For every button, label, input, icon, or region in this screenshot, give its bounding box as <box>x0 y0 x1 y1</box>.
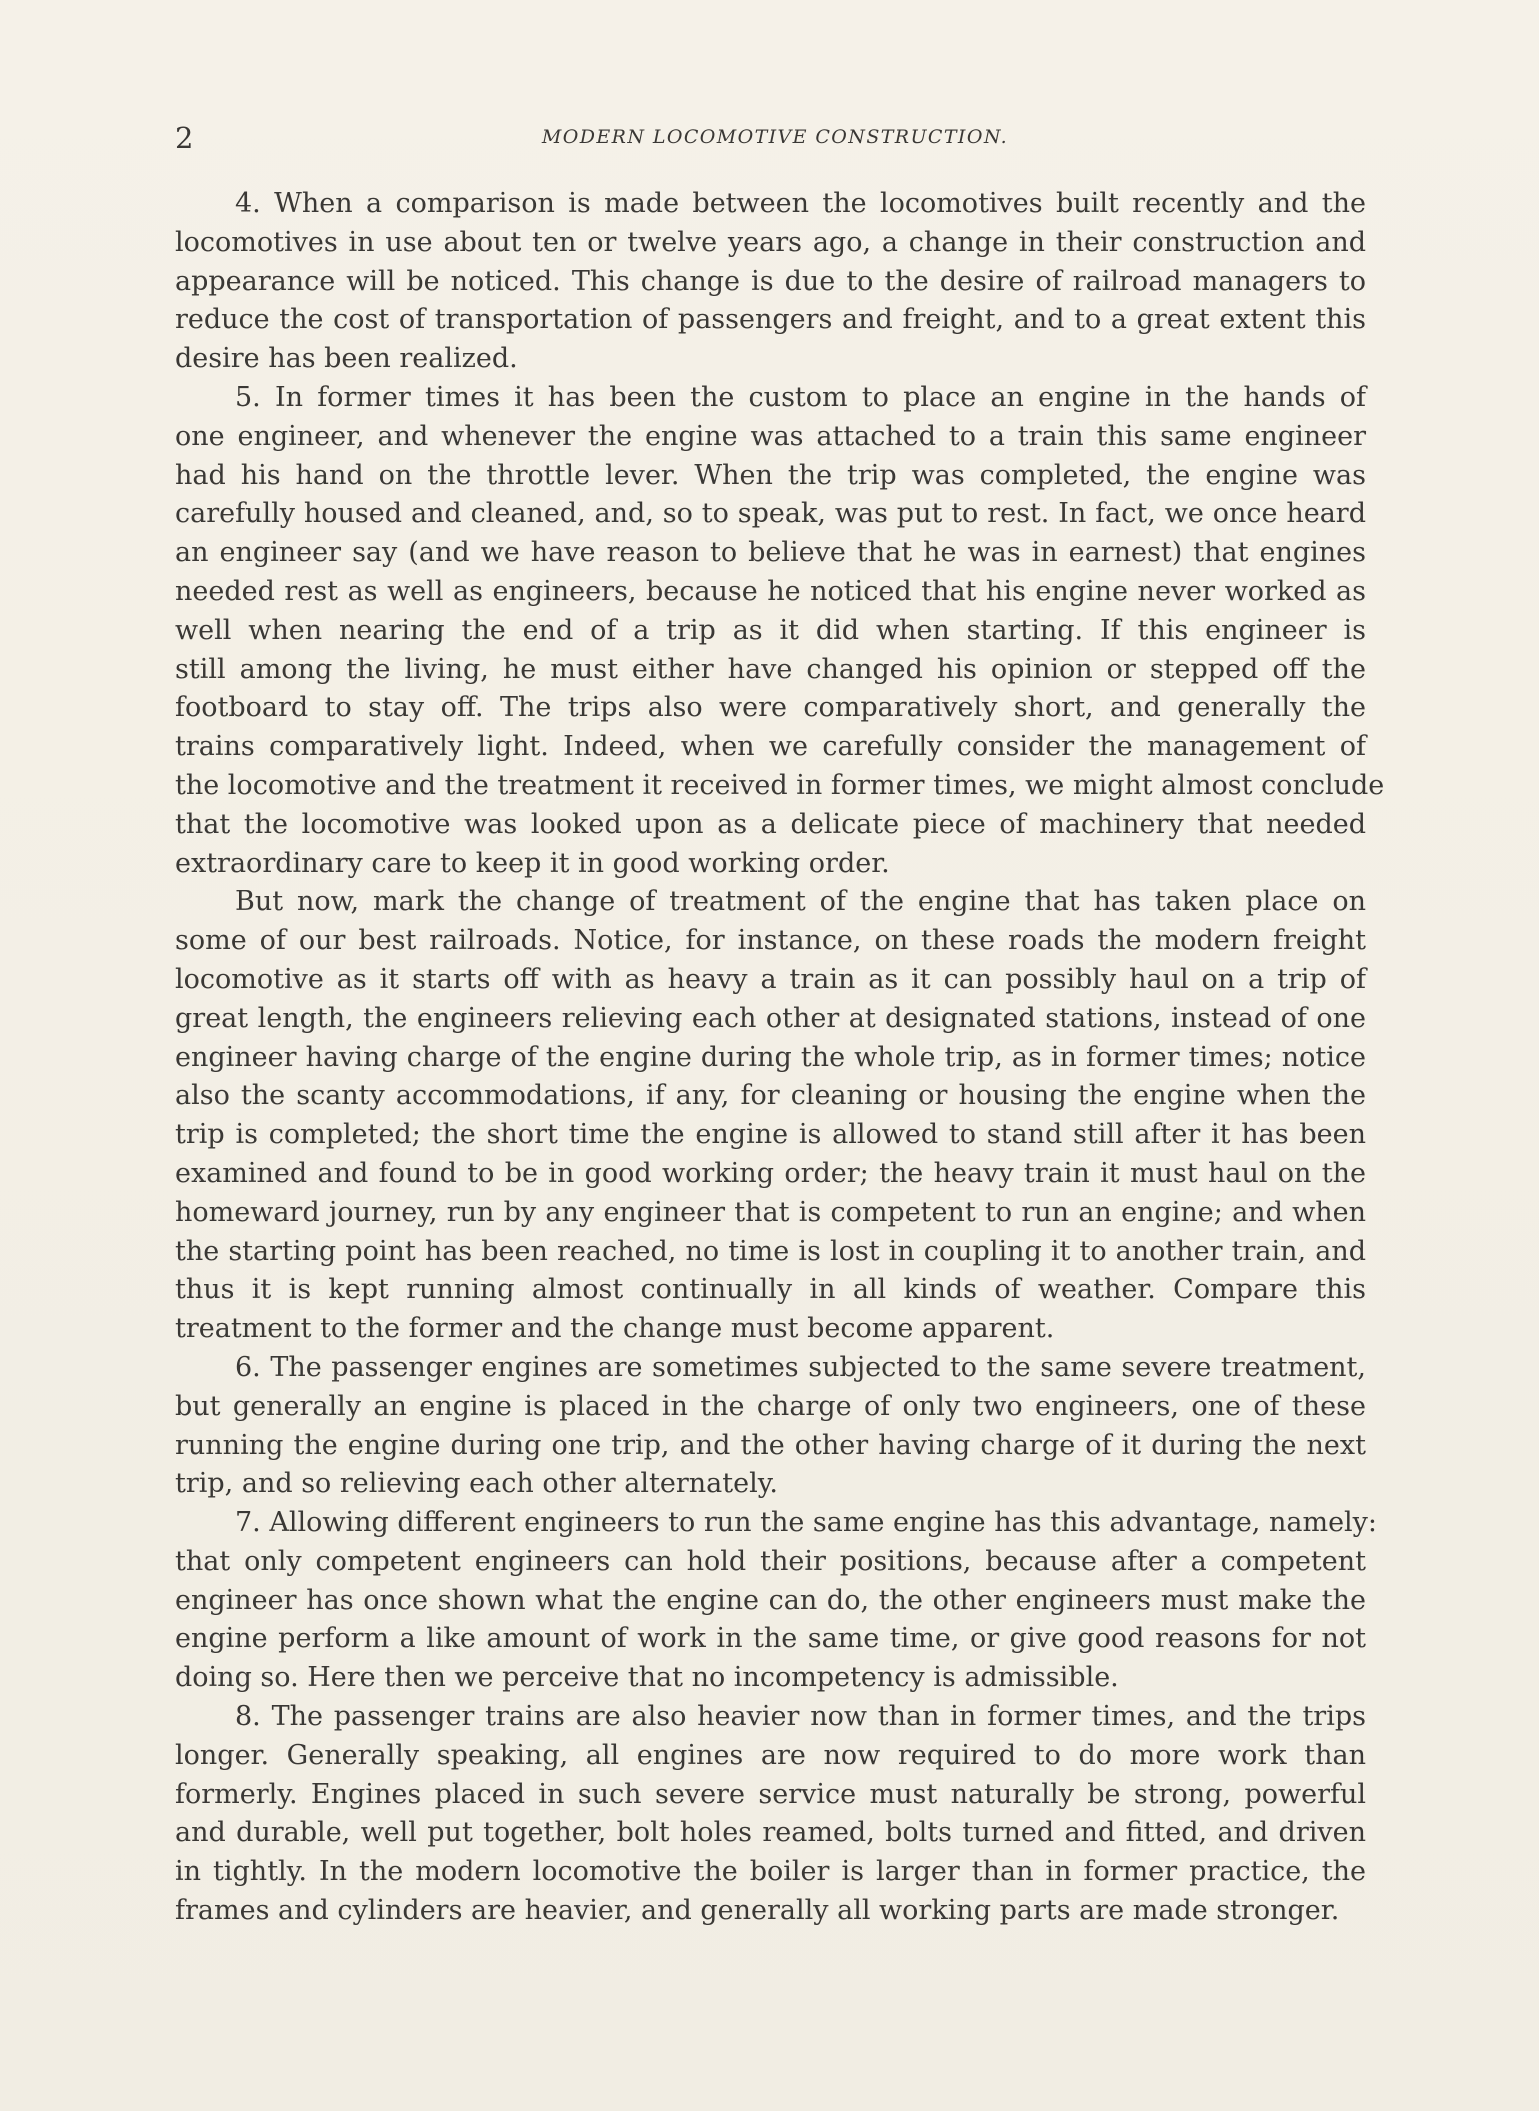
text-line: 8. The passenger trains are also heavier now than in former times, and the trips <box>235 1701 1366 1733</box>
text-line: doing so. Here then we perceive that no incompetency is admissible. <box>175 1662 1119 1694</box>
text-line: trip is completed; the short time the engine is allowed to stand still after it has been <box>175 1119 1366 1151</box>
text-line: formerly. Engines placed in such severe service must naturally be strong, powerful <box>175 1778 1366 1810</box>
text-line: that only competent engineers can hold their positions, because after a competent <box>175 1545 1366 1577</box>
text-line: 4. When a comparison is made between the locomotives built recently and the <box>235 188 1366 219</box>
text-line: reduce the cost of transportation of passengers and freight, and to a great extent this <box>175 304 1366 336</box>
page-header <box>175 122 1366 154</box>
text-line: trip, and so relieving each other alternately. <box>175 1468 778 1500</box>
text-line: treatment to the former and the change must become apparent. <box>175 1313 1055 1345</box>
text-line: that the locomotive was looked upon as a delicate piece of machinery that needed <box>175 808 1366 840</box>
text-line: examined and found to be in good working order; the heavy train it must haul on the <box>175 1157 1366 1189</box>
text-line: 6. The passenger engines are sometimes subjected to the same severe treatment, <box>235 1351 1366 1383</box>
page-number: 2 <box>175 121 194 155</box>
text-line: also the scanty accommodations, if any, for cleaning or housing the engine when the <box>175 1080 1366 1112</box>
text-line: the starting point has been reached, no time is lost in coupling it to another train, and <box>175 1235 1366 1267</box>
text-line: still among the living, he must either have changed his opinion or stepped off the <box>175 653 1366 685</box>
text-line: and durable, well put together, bolt holes reamed, bolts turned and fitted, and driven <box>175 1817 1366 1849</box>
text-line: 5. In former times it has been the custom to place an engine in the hands of <box>235 381 1366 413</box>
text-line: longer. Generally speaking, all engines are now required to do more work than <box>175 1739 1366 1771</box>
text-line: the locomotive and the treatment it received in former times, we might almost conclude <box>175 769 1385 801</box>
text-line: some of our best railroads. Notice, for instance, on these roads the modern freight <box>175 925 1366 957</box>
text-line: engine perform a like amount of work in the same time, or give good reasons for not <box>175 1623 1366 1655</box>
text-line: locomotive as it starts off with as heavy a train as it can possibly haul on a trip of <box>175 963 1366 995</box>
text-line: needed rest as well as engineers, because he noticed that his engine never worked as <box>175 575 1366 607</box>
body-text <box>175 185 1385 1945</box>
text-line: appearance will be noticed. This change is due to the desire of railroad managers to <box>175 265 1366 297</box>
text-line: carefully housed and cleaned, and, so to speak, was put to rest. In fact, we once heard <box>175 498 1366 530</box>
text-line: locomotives in use about ten or twelve years ago, a change in their construction and <box>175 226 1366 258</box>
text-line: trains comparatively light. Indeed, when we carefully consider the management of <box>175 731 1366 763</box>
text-line: But now, mark the change of treatment of the engine that has taken place on <box>235 886 1366 918</box>
text-line: frames and cylinders are heavier, and generally all working parts are made stronger. <box>175 1895 1340 1927</box>
text-line: well when nearing the end of a trip as it did when starting. If this engineer is <box>175 614 1366 646</box>
text-line: thus it is kept running almost continually in all kinds of weather. Compare this <box>175 1274 1366 1306</box>
text-line: 7. Allowing different engineers to run the same engine has this advantage, namely: <box>235 1507 1378 1539</box>
text-line: homeward journey, run by any engineer that is competent to run an engine; and when <box>175 1196 1366 1228</box>
text-line: footboard to stay off. The trips also were comparatively short, and generally the <box>175 692 1366 724</box>
text-line: but generally an engine is placed in the charge of only two engineers, one of these <box>175 1390 1366 1422</box>
text-line: desire has been realized. <box>175 343 518 375</box>
text-line: engineer having charge of the engine during the whole trip, as in former times; notice <box>175 1041 1366 1073</box>
text-line: extraordinary care to keep it in good working order. <box>175 847 890 879</box>
text-line: great length, the engineers relieving each other at designated stations, instead of one <box>175 1002 1366 1034</box>
running-head: MODERN LOCOMOTIVE CONSTRUCTION. <box>541 126 1009 148</box>
text-line: an engineer say (and we have reason to believe that he was in earnest) that engines <box>175 537 1366 569</box>
text-line: one engineer, and whenever the engine was attached to a train this same engineer <box>175 420 1366 452</box>
text-line: running the engine during one trip, and the other having charge of it during the next <box>175 1429 1366 1461</box>
text-line: in tightly. In the modern locomotive the boiler is larger than in former practice, the <box>175 1856 1366 1888</box>
text-line: had his hand on the throttle lever. When the trip was completed, the engine was <box>175 459 1366 491</box>
text-line: engineer has once shown what the engine can do, the other engineers must make the <box>175 1584 1366 1616</box>
